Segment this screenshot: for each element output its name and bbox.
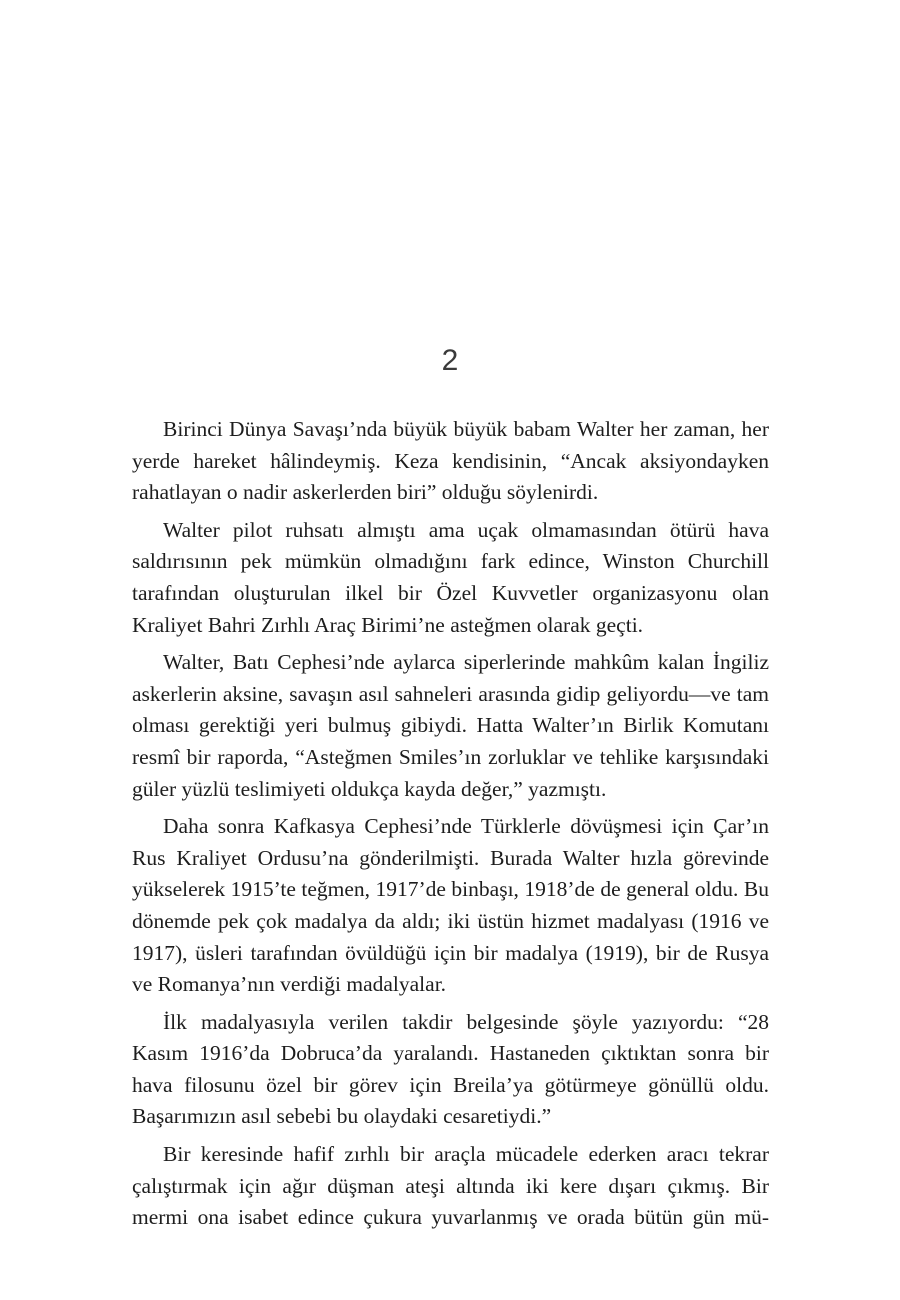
- paragraph-6: Bir keresinde hafif zırhlı bir araçla mücadele ederken aracı tekrar çalıştırmak için ağır düşman ateşi altında iki kere dışarı çıkmış. Bir mermi ona isabet edince çukura yuvarlanmış ve orada bütün gün mü-: [132, 1142, 769, 1230]
- paragraph-4: Daha sonra Kafkasya Cephesi’nde Türklerle dövüşmesi için Çar’ın Rus Kraliyet Ordusu’na gönderilmişti. Burada Walter hızla görevinde yükselerek 1915’te teğmen, 1917’de binbaşı, 1918’de de general oldu. Bu dönemde pek çok madalya da aldı; iki üstün hizmet madalyası (1916 ve 1917), üsleri tarafından övüldüğü için bir madalya (1919), bir de Rusya ve Romanya’nın verdiği madalyalar.: [132, 814, 769, 997]
- paragraph-3: Walter, Batı Cephesi’nde aylarca siperlerinde mahkûm kalan İngiliz askerlerin aksine, savaşın asıl sahneleri arasında gidip geliyordu—ve tam olması gerektiği yeri bulmuş gibiydi. Hatta Walter’ın Birlik Komutanı resmî bir raporda, “Asteğmen Smiles’ın zorluklar ve tehlike karşısındaki güler yüzlü teslimiyeti oldukça kayda değer,” yazmıştı.: [132, 650, 769, 801]
- chapter-body: [132, 414, 769, 1240]
- chapter-number: 2: [441, 344, 459, 377]
- paragraph-2: Walter pilot ruhsatı almıştı ama uçak olmamasından ötürü hava saldırısının pek mümkün olmadığını fark edince, Winston Churchill tarafından oluşturulan ilkel bir Özel Kuvvetler organizasyonu olan Kraliyet Bahri Zırhlı Araç Birimi’ne asteğmen olarak geçti.: [132, 517, 769, 637]
- paragraph-1: Birinci Dünya Savaşı’nda büyük büyük babam Walter her zaman, her yerde hareket hâlindeymiş. Keza kendisinin, “Ancak aksiyondayken rahatlayan o nadir askerlerden biri” olduğu söylenirdi.: [132, 417, 769, 505]
- paragraph-5: İlk madalyasıyla verilen takdir belgesinde şöyle yazıyordu: “28 Kasım 1916’da Dobruca’da yaralandı. Hastaneden çıktıktan sonra bir hava filosunu özel bir görev için Breila’ya götürmeye gönüllü oldu. Başarımızın asıl sebebi bu olaydaki cesaretiydi.”: [132, 1009, 769, 1129]
